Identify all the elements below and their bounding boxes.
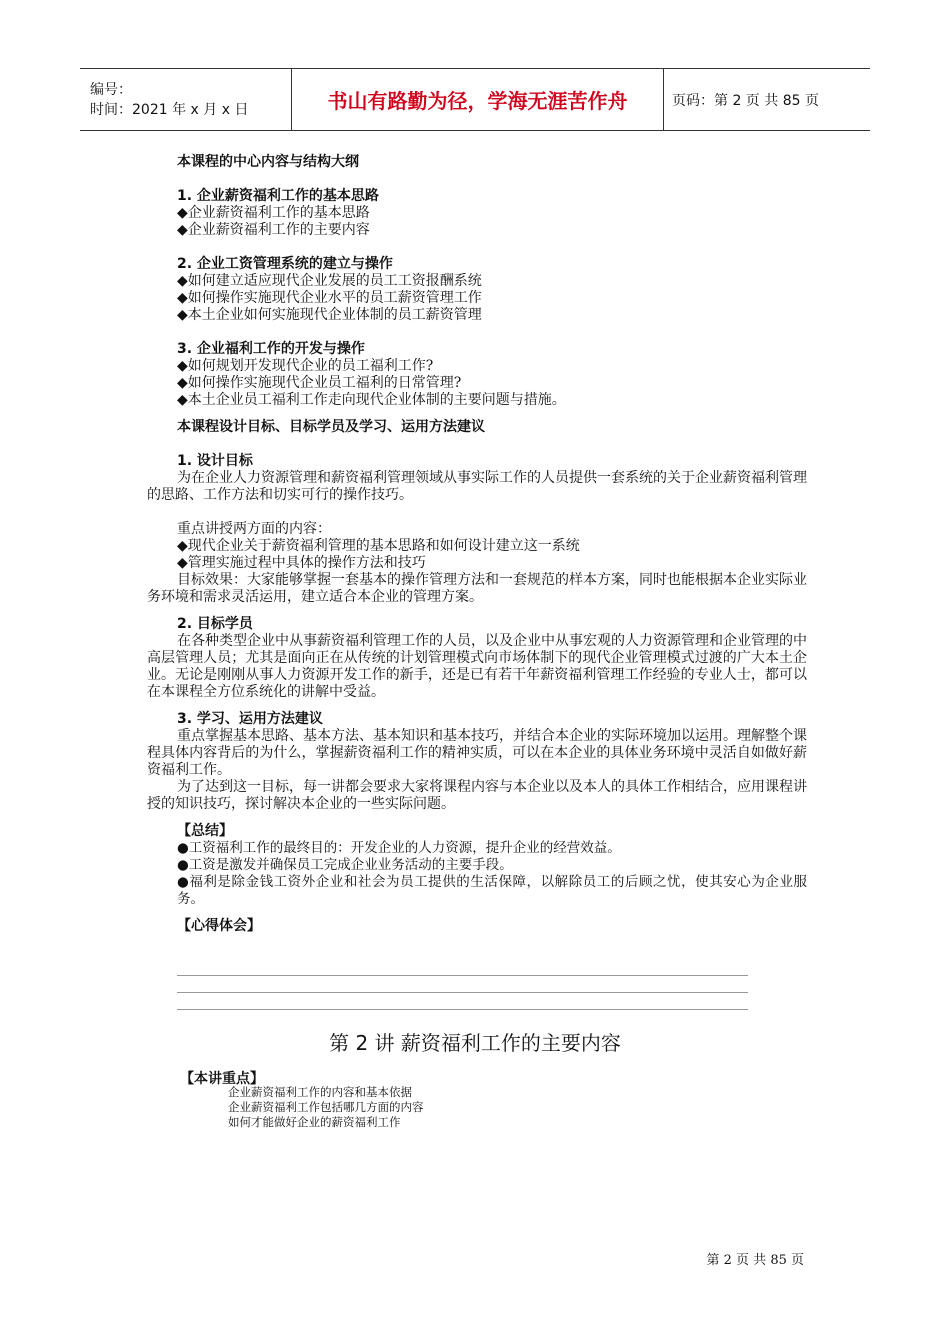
section-heading: 2. 企业工资管理系统的建立与操作 — [177, 256, 393, 272]
page-footer: 第 2 页 共 85 页 — [706, 1253, 804, 1268]
list-item: ◆管理实施过程中具体的操作方法和技巧 — [177, 555, 426, 571]
section-heading: 1. 设计目标 — [177, 453, 253, 469]
summary-item: ●工资福利工作的最终目的：开发企业的人力资源，提升企业的经营效益。 — [177, 840, 621, 856]
lecture-title: 第 2 讲 薪资福利工作的主要内容 — [329, 1031, 621, 1055]
section-heading: 2. 目标学员 — [177, 616, 253, 632]
goals-title: 本课程设计目标、目标学员及学习、运用方法建议 — [177, 419, 485, 435]
section-heading: 3. 企业福利工作的开发与操作 — [177, 341, 365, 357]
list-item: ◆本土企业员工福利工作走向现代企业体制的主要问题与措施。 — [177, 392, 566, 408]
notes-label: 【心得体会】 — [177, 918, 261, 934]
list-item: ◆企业薪资福利工作的主要内容 — [177, 222, 370, 238]
paragraph: 目标效果：大家能够掌握一套基本的操作管理方法和一套规范的样本方案，同时也能根据本企业实际业务环境和需求灵活运用，建立适合本企业的管理方案。 — [147, 572, 807, 605]
notes-line — [177, 1009, 748, 1010]
list-item: ◆如何操作实施现代企业员工福利的日常管理? — [177, 375, 462, 391]
paragraph: 为了达到这一目标，每一讲都会要求大家将课程内容与本企业以及本人的具体工作相结合，应用课程讲授的知识技巧，探讨解决本企业的一些实际问题。 — [147, 779, 807, 812]
paragraph: 重点掌握基本思路、基本方法、基本知识和基本技巧，并结合本企业的实际环境加以运用。理解整个课程具体内容背后的为什么，掌握薪资福利工作的精神实质，可以在本企业的具体业务环境中灵活自如做好薪资福利工作。 — [147, 728, 807, 778]
header-page-cell — [664, 69, 870, 130]
main-content — [147, 154, 807, 935]
list-item: ◆本土企业如何实施现代企业体制的员工薪资管理 — [177, 307, 482, 323]
list-item: ◆企业薪资福利工作的基本思路 — [177, 205, 370, 221]
header-meta — [80, 69, 292, 130]
summary-item: ●工资是激发并确保员工完成企业业务活动的主要手段。 — [177, 857, 513, 873]
page-number-label: 页码：第 2 页 共 85 页 — [672, 92, 819, 109]
notes-line — [177, 975, 748, 976]
outline-title: 本课程的中心内容与结构大纲 — [177, 154, 359, 170]
doc-number-label: 编号： — [90, 81, 132, 98]
section-heading: 3. 学习、运用方法建议 — [177, 711, 323, 727]
list-item: 如何才能做好企业的薪资福利工作 — [228, 1115, 401, 1129]
key-points-label: 【本讲重点】 — [180, 1071, 264, 1087]
motto: 书山有路勤为径，学海无涯苦作舟 — [327, 89, 628, 113]
list-item: 企业薪资福利工作包括哪几方面的内容 — [228, 1100, 424, 1114]
date-label: 时间：2021 年 x 月 x 日 — [90, 101, 249, 118]
list-item: ◆如何规划开发现代企业的员工福利工作? — [177, 358, 434, 374]
list-item: ◆如何建立适应现代企业发展的员工工资报酬系统 — [177, 273, 482, 289]
header-motto-cell — [292, 69, 664, 130]
paragraph: 在各种类型企业中从事薪资福利管理工作的人员，以及企业中从事宏观的人力资源管理和企业管理的中高层管理人员；尤其是面向正在从传统的计划管理模式向市场体制下的现代企业管理模式过渡的广大本土企业。无论是刚刚从事人力资源开发工作的新手，还是已有若干年薪资福利管理工作经验的专业人士，都可以在本课程全方位系统化的讲解中受益。 — [147, 633, 807, 700]
summary-item: ●福利是除金钱工资外企业和社会为员工提供的生活保障，以解除员工的后顾之忧，使其安心为企业服务。 — [177, 874, 807, 907]
paragraph: 重点讲授两方面的内容： — [177, 521, 331, 537]
notes-line — [177, 992, 748, 993]
summary-label: 【总结】 — [177, 823, 233, 839]
list-item: ◆如何操作实施现代企业水平的员工薪资管理工作 — [177, 290, 482, 306]
list-item: ◆现代企业关于薪资福利管理的基本思路和如何设计建立这一系统 — [177, 538, 580, 554]
page-header — [80, 68, 870, 131]
list-item: 企业薪资福利工作的内容和基本依据 — [228, 1085, 412, 1099]
paragraph: 为在企业人力资源管理和薪资福利管理领域从事实际工作的人员提供一套系统的关于企业薪资福利管理的思路、工作方法和切实可行的操作技巧。 — [147, 470, 807, 503]
key-points-list — [228, 1085, 424, 1130]
section-heading: 1. 企业薪资福利工作的基本思路 — [177, 188, 379, 204]
